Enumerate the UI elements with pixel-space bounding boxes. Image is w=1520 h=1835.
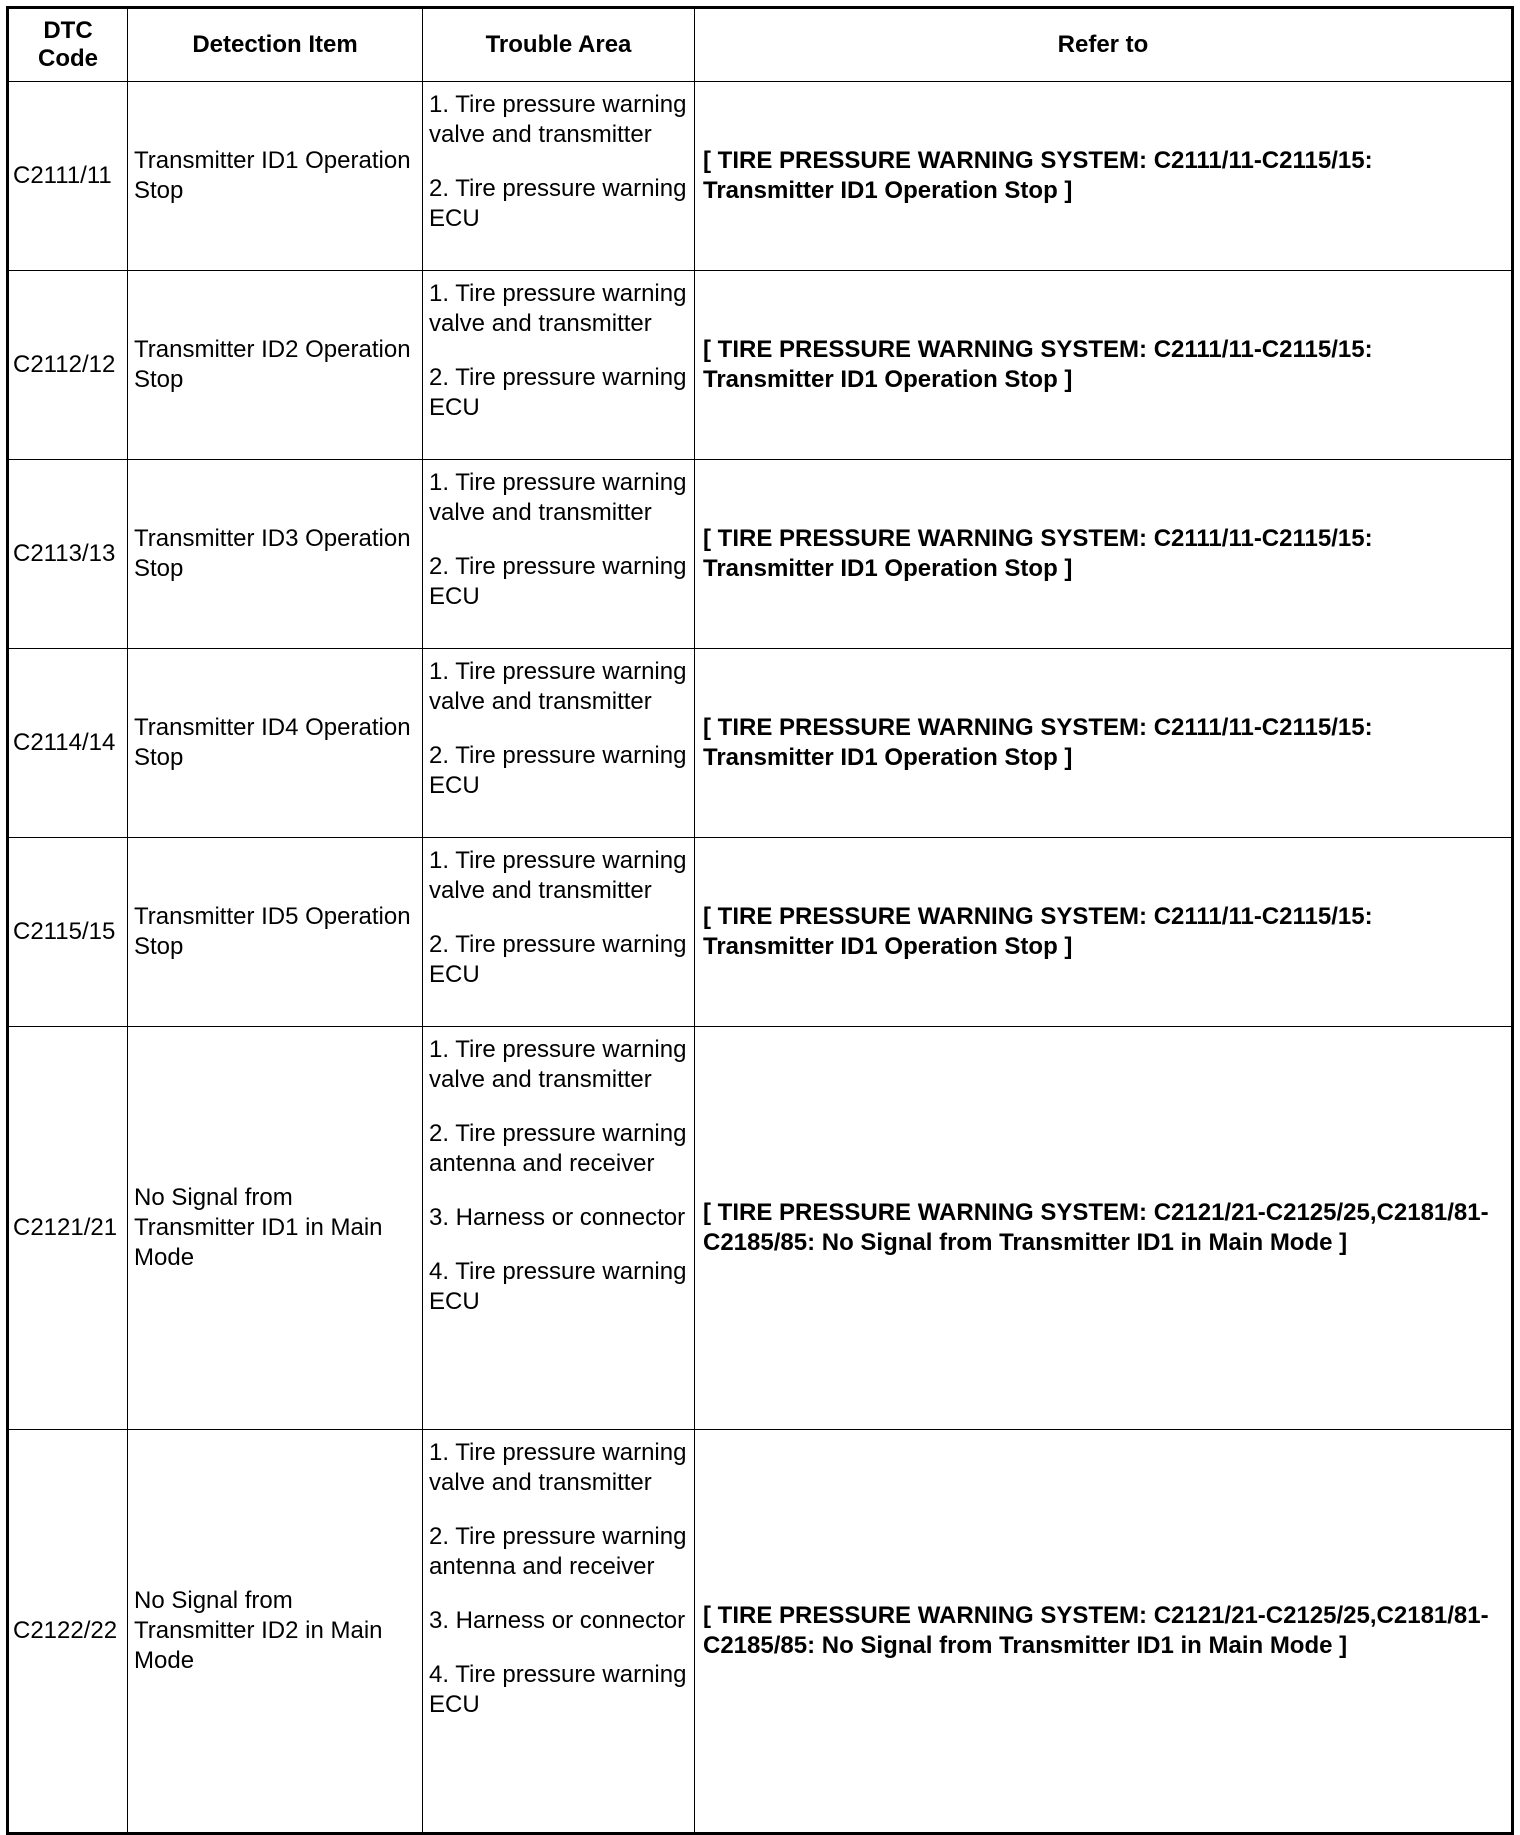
trouble-area-cell	[423, 460, 695, 649]
trouble-area-cell	[423, 1430, 695, 1834]
dtc-table	[6, 6, 1514, 1835]
trouble-area-cell	[423, 271, 695, 460]
trouble-step: 3. Harness or connector	[429, 1607, 686, 1634]
header-trouble-area: Trouble Area	[423, 8, 695, 82]
header-dtc-code	[8, 8, 128, 82]
refer-to-link[interactable]: [ TIRE PRESSURE WARNING SYSTEM: C2111/11-C2115/15: Transmitter ID1 Operation Stop ]	[695, 649, 1513, 838]
detection-item-cell: Transmitter ID4 Operation Stop	[128, 649, 423, 838]
table-row	[8, 460, 1513, 649]
trouble-step: 2. Tire pressure warning antenna and receiver	[429, 1523, 687, 1580]
trouble-step: 1. Tire pressure warning valve and transmitter	[429, 847, 687, 904]
table-row	[8, 1430, 1513, 1834]
trouble-area-cell	[423, 82, 695, 271]
trouble-step: 1. Tire pressure warning valve and transmitter	[429, 658, 687, 715]
detection-item-cell: No Signal from Transmitter ID2 in Main Mode	[128, 1430, 423, 1834]
trouble-step: 4. Tire pressure warning ECU	[429, 1258, 687, 1315]
refer-to-link[interactable]: [ TIRE PRESSURE WARNING SYSTEM: C2111/11-C2115/15: Transmitter ID1 Operation Stop ]	[695, 271, 1513, 460]
table-row	[8, 838, 1513, 1027]
trouble-area-cell	[423, 1027, 695, 1430]
trouble-step: 2. Tire pressure warning ECU	[429, 742, 687, 799]
dtc-code-cell: C2112/12	[8, 271, 128, 460]
refer-to-link[interactable]: [ TIRE PRESSURE WARNING SYSTEM: C2121/21-C2125/25,C2181/81-C2185/85: No Signal from Transmitter ID1 in Main Mode ]	[695, 1430, 1513, 1834]
trouble-step: 2. Tire pressure warning ECU	[429, 553, 687, 610]
table-row	[8, 271, 1513, 460]
header-dtc-code-line1: DTC	[43, 17, 93, 44]
detection-item-cell: Transmitter ID5 Operation Stop	[128, 838, 423, 1027]
trouble-step: 2. Tire pressure warning ECU	[429, 931, 687, 988]
refer-to-link[interactable]: [ TIRE PRESSURE WARNING SYSTEM: C2111/11-C2115/15: Transmitter ID1 Operation Stop ]	[695, 460, 1513, 649]
trouble-step: 1. Tire pressure warning valve and transmitter	[429, 469, 687, 526]
dtc-code-cell: C2114/14	[8, 649, 128, 838]
header-dtc-code-line2: Code	[38, 45, 98, 72]
trouble-step: 1. Tire pressure warning valve and transmitter	[429, 1036, 687, 1093]
trouble-step: 1. Tire pressure warning valve and transmitter	[429, 1439, 687, 1496]
dtc-code-cell: C2111/11	[8, 82, 128, 271]
detection-item-cell: Transmitter ID3 Operation Stop	[128, 460, 423, 649]
trouble-step: 3. Harness or connector	[429, 1204, 686, 1231]
trouble-step: 2. Tire pressure warning antenna and receiver	[429, 1120, 687, 1177]
table-row	[8, 82, 1513, 271]
table-row	[8, 649, 1513, 838]
dtc-code-cell: C2113/13	[8, 460, 128, 649]
detection-item-cell: Transmitter ID1 Operation Stop	[128, 82, 423, 271]
header-detection-item: Detection Item	[128, 8, 423, 82]
detection-item-cell: No Signal from Transmitter ID1 in Main Mode	[128, 1027, 423, 1430]
trouble-step: 4. Tire pressure warning ECU	[429, 1661, 687, 1718]
header-row	[8, 8, 1513, 82]
dtc-code-cell: C2121/21	[8, 1027, 128, 1430]
refer-to-link[interactable]: [ TIRE PRESSURE WARNING SYSTEM: C2121/21-C2125/25,C2181/81-C2185/85: No Signal from Transmitter ID1 in Main Mode ]	[695, 1027, 1513, 1430]
table-row	[8, 1027, 1513, 1430]
dtc-code-cell: C2122/22	[8, 1430, 128, 1834]
trouble-step: 1. Tire pressure warning valve and transmitter	[429, 91, 687, 148]
refer-to-link[interactable]: [ TIRE PRESSURE WARNING SYSTEM: C2111/11-C2115/15: Transmitter ID1 Operation Stop ]	[695, 82, 1513, 271]
trouble-step: 1. Tire pressure warning valve and transmitter	[429, 280, 687, 337]
trouble-step: 2. Tire pressure warning ECU	[429, 364, 687, 421]
trouble-area-cell	[423, 838, 695, 1027]
trouble-step: 2. Tire pressure warning ECU	[429, 175, 687, 232]
detection-item-cell: Transmitter ID2 Operation Stop	[128, 271, 423, 460]
trouble-area-cell	[423, 649, 695, 838]
refer-to-link[interactable]: [ TIRE PRESSURE WARNING SYSTEM: C2111/11-C2115/15: Transmitter ID1 Operation Stop ]	[695, 838, 1513, 1027]
header-refer-to: Refer to	[695, 8, 1513, 82]
dtc-code-cell: C2115/15	[8, 838, 128, 1027]
